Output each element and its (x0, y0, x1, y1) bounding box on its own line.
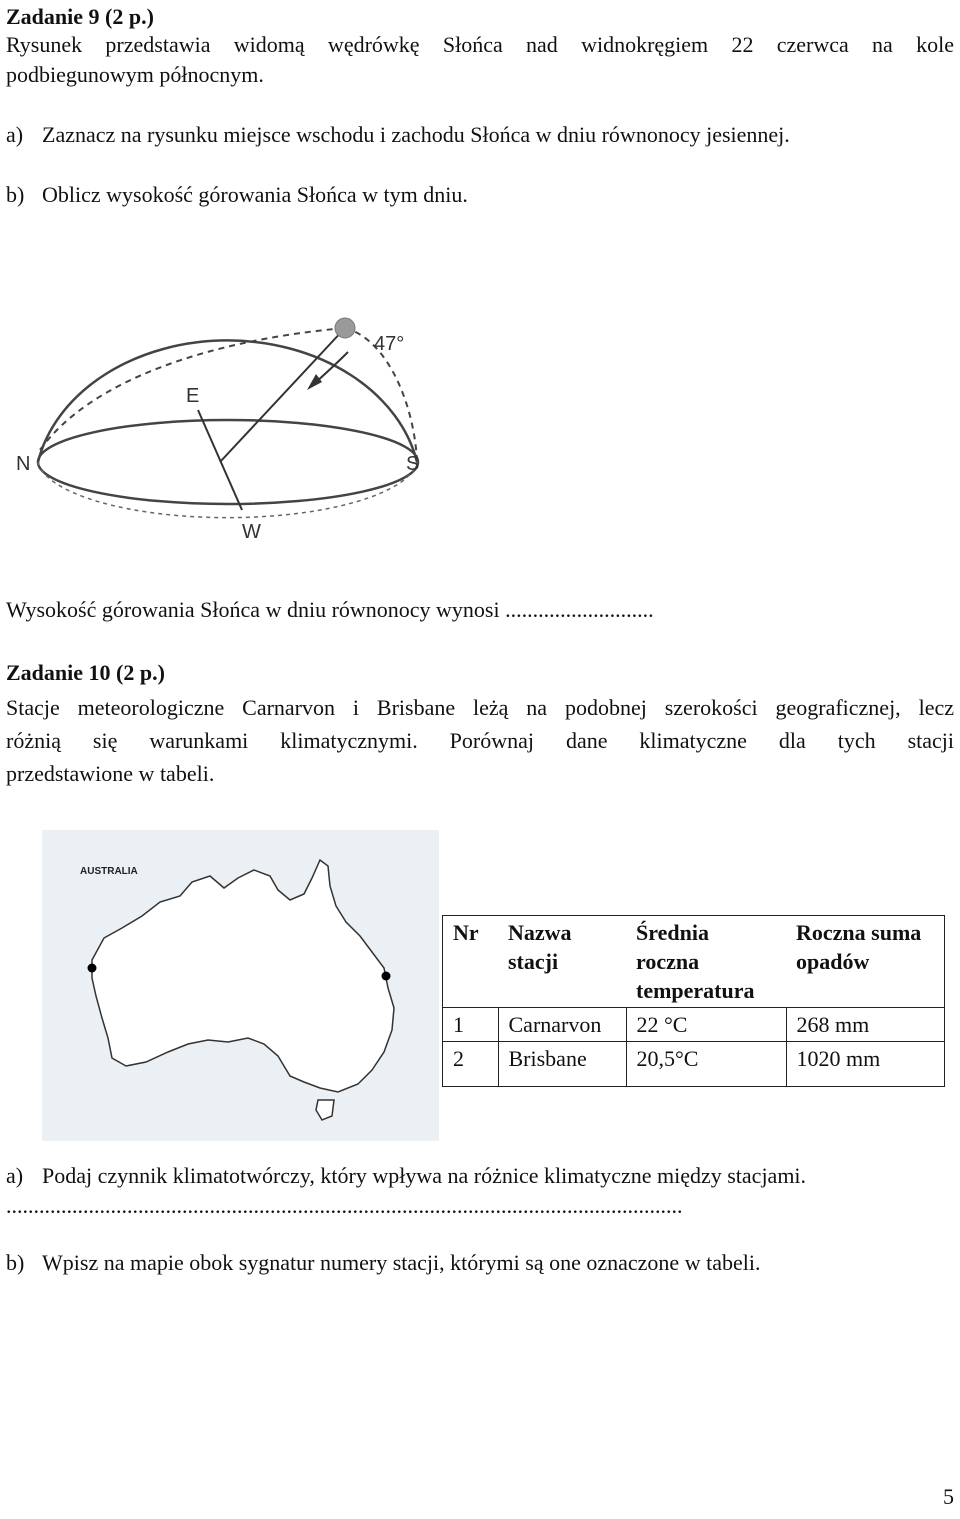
label-south: S (406, 453, 420, 475)
australia-map (42, 830, 439, 1141)
task9-question-b (6, 182, 468, 208)
cell-precipitation: 268 mm (786, 1008, 945, 1042)
task10-intro-line2: różnią się warunkami klimatycznymi. Porównaj dane klimatyczne dla tych stacji (6, 728, 954, 753)
arrow-head (307, 374, 322, 390)
cell-temperature: 22 °C (626, 1008, 786, 1042)
question-b-text: Oblicz wysokość górowania Słońca w tym dniu. (42, 182, 468, 207)
label-east: E (186, 385, 200, 407)
header-avg-temperature: Średnia roczna temperatura (626, 916, 786, 1008)
question-b-label: b) (6, 1250, 25, 1275)
page-number: 5 (943, 1484, 954, 1509)
angle-arc (315, 352, 348, 383)
task9-answer-line: Wysokość górowania Słońca w dniu równonocy wynosi ........................... (6, 597, 654, 622)
station-marker-carnarvon (88, 964, 97, 973)
sun-icon (335, 318, 355, 338)
question-a-label: a) (6, 122, 24, 147)
task10-header: Zadanie 10 (2 p.) (6, 660, 165, 685)
cell-temperature: 20,5°C (626, 1042, 786, 1087)
task10-question-a (6, 1163, 806, 1189)
label-north: N (16, 453, 31, 475)
header-nr: Nr (443, 916, 499, 1008)
sun-altitude-line (220, 328, 345, 462)
map-title: AUSTRALIA (80, 866, 138, 877)
question-b-label: b) (6, 182, 25, 207)
table-header-row (443, 916, 945, 1008)
cell-station-name: Brisbane (498, 1042, 626, 1087)
climate-table (442, 915, 945, 1087)
label-west: W (242, 521, 261, 543)
question-a-text: Zaznacz na rysunku miejsce wschodu i zachodu Słońca w dniu równonocy jesiennej. (42, 122, 790, 147)
cell-station-name: Carnarvon (498, 1008, 626, 1042)
table-row (443, 1042, 945, 1087)
task9-question-a (6, 122, 790, 148)
cell-nr: 2 (443, 1042, 499, 1087)
task10-intro-line1: Stacje meteorologiczne Carnarvon i Brisbane leżą na podobnej szerokości geograficznej, lecz (6, 695, 954, 720)
header-annual-precipitation: Roczna suma opadów (786, 916, 945, 1008)
horizon-ellipse (38, 420, 418, 504)
table-row (443, 1008, 945, 1042)
header-station-name: Nazwa stacji (498, 916, 626, 1008)
angle-label: 47° (374, 333, 405, 355)
task10-answer-dots: ........................................................................................................................... (6, 1193, 683, 1218)
question-b-text: Wpisz na mapie obok sygnatur numery stacji, którymi są one oznaczone w tabeli. (42, 1250, 761, 1275)
hemisphere-arc (38, 340, 417, 462)
east-west-line (198, 410, 242, 510)
question-a-text: Podaj czynnik klimatotwórczy, który wpływa na różnice klimatyczne między stacjami. (42, 1163, 807, 1188)
cell-precipitation: 1020 mm (786, 1042, 945, 1087)
sun-path-diagram (10, 300, 450, 550)
task10-question-b (6, 1250, 760, 1276)
task9-intro-line2: podbiegunowym północnym. (6, 62, 264, 87)
cell-nr: 1 (443, 1008, 499, 1042)
task9-intro-line1: Rysunek przedstawia widomą wędrówkę Słońca nad widnokręgiem 22 czerwca na kole (6, 32, 954, 57)
question-a-label: a) (6, 1163, 24, 1188)
task10-intro-line3: przedstawione w tabeli. (6, 761, 215, 786)
station-marker-brisbane (382, 972, 391, 981)
task9-header: Zadanie 9 (2 p.) (6, 4, 154, 29)
lower-path (38, 462, 417, 518)
